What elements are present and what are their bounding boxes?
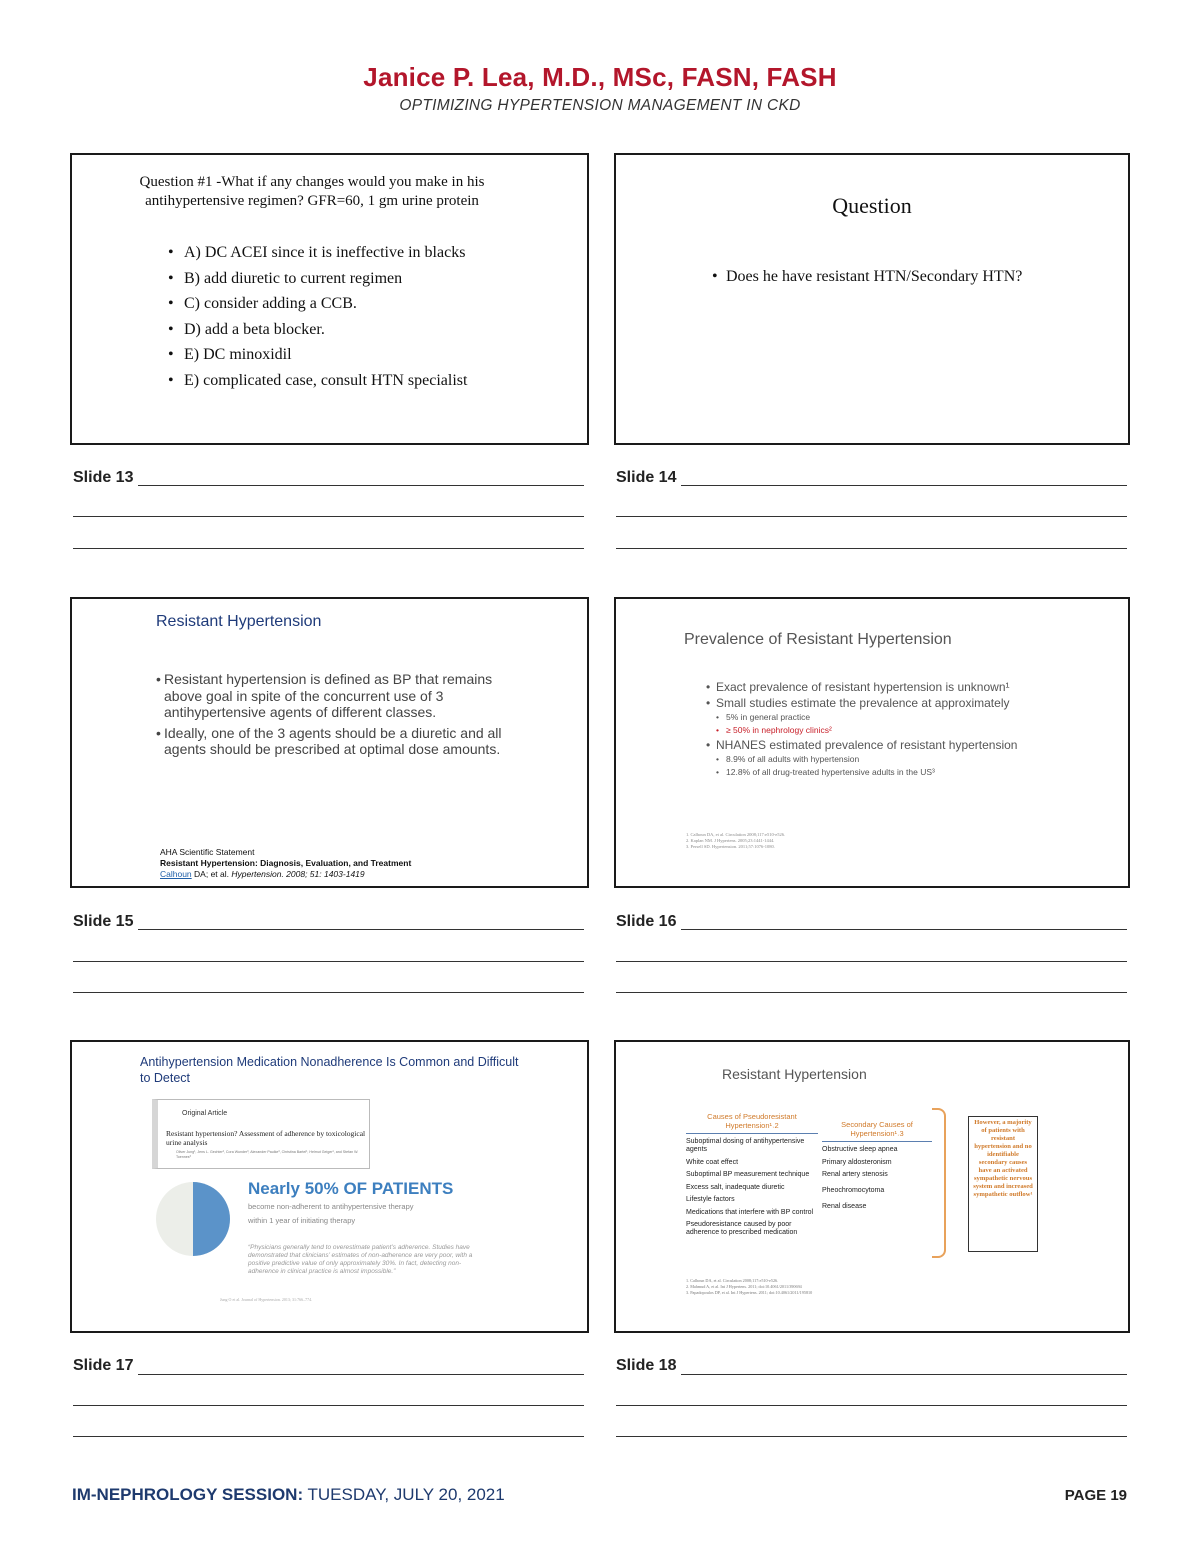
- slide-15-bullet: • Ideally, one of the 3 agents should be a diuretic and all agents should be prescribed at optimal dose amounts.: [156, 725, 506, 758]
- slide-15: [70, 597, 589, 888]
- note-line: [138, 485, 584, 486]
- slide-16-subbullet: • 8.9% of all adults with hypertension: [706, 753, 1066, 766]
- slide-17-sub2: within 1 year of initiating therapy: [248, 1216, 356, 1225]
- slide-18-ref: 1. Calhoun DA, et al. Circulation 2008;117:e510-e526.: [686, 1278, 779, 1283]
- slide-13-option: • D) add a beta blocker.: [168, 320, 568, 339]
- slide-18-pseudoresistant-column: [686, 1112, 818, 1242]
- slide-16-subbullet: • 12.8% of all drug-treated hypertensive adults in the US³: [706, 766, 1066, 779]
- slide-14-label: Slide 14: [616, 469, 677, 486]
- slide-18-col2-item: Obstructive sleep apnea: [822, 1146, 898, 1153]
- header-name: Janice P. Lea, M.D., MSc, FASN, FASH: [363, 62, 837, 92]
- slide-17-quote: “Physicians generally tend to overestimate patient’s adherence. Studies have demonstrated that clinicians’ estimates of non-adherence are very poor, with a positive predictive value of only approximately 30%. In fact, detecting non-adherence in clinical practice is almost impossible.”: [248, 1244, 473, 1275]
- slide-13-option: • A) DC ACEI since it is ineffective in blacks: [168, 243, 568, 262]
- slide-16-label: Slide 16: [616, 913, 677, 930]
- slide-16-bullet: • Exact prevalence of resistant hypertension is unknown¹: [706, 679, 1066, 695]
- slide-18-col1-header: Causes of Pseudoresistant Hypertension¹˒2: [686, 1112, 818, 1134]
- slide-18-col1-item: Pseudoresistance caused by poor adherence to prescribed medication: [686, 1221, 798, 1236]
- slide-18-references: [686, 1278, 812, 1296]
- slide-15-ref-line2: Resistant Hypertension: Diagnosis, Evaluation, and Treatment: [160, 858, 412, 868]
- slide-17: [70, 1040, 589, 1333]
- slide-16-bullet: • Small studies estimate the prevalence at approximately: [706, 695, 1066, 711]
- note-line: [73, 548, 584, 549]
- slide-14-title: Question: [832, 193, 912, 218]
- note-line: [138, 1374, 584, 1375]
- slide-18-col1-item: Suboptimal BP measurement technique: [686, 1171, 810, 1178]
- slide-18-ref: 2. Mahmud A, et al. Int J Hypertens. 2011; doi:10.4061/2011/390694: [686, 1284, 802, 1289]
- note-line: [616, 548, 1127, 549]
- footer-page-number: PAGE 19: [1064, 1487, 1127, 1504]
- slide-18-col2-item: Primary aldosteronism: [822, 1158, 892, 1166]
- footer-session-date: TUESDAY, JULY 20, 2021: [303, 1485, 505, 1504]
- note-line: [616, 961, 1127, 962]
- slide-18-label: Slide 18: [616, 1357, 677, 1374]
- slide-13-question: Question #1 -What if any changes would you make in his antihypertensive regimen? GFR=60, 1 gm urine protein: [139, 174, 485, 209]
- slide-17-sub1: become non-adherent to antihypertensive therapy: [248, 1202, 414, 1211]
- slide-13-option: • C) consider adding a CCB.: [168, 294, 568, 313]
- slide-17-pie-chart: [156, 1182, 230, 1256]
- note-line: [681, 485, 1127, 486]
- slide-13-label: Slide 13: [73, 469, 134, 486]
- slide-16-ref: 2. Kaplan NM. J Hypertens. 2005;23:1441-1444.: [686, 838, 775, 843]
- slide-18-col1-item: Lifestyle factors: [686, 1196, 735, 1203]
- slide-15-ref-journal: Hypertension. 2008; 51: 1403-1419: [231, 869, 365, 879]
- footer-session-label: IM-NEPHROLOGY SESSION:: [72, 1485, 304, 1504]
- slide-18-col1-item: Medications that interfere with BP control: [686, 1208, 814, 1216]
- slide-17-article-card: [152, 1099, 370, 1169]
- slide-18-col2-item: Renal disease: [822, 1203, 867, 1210]
- slide-17-article-tag: Original Article: [182, 1110, 228, 1117]
- note-line: [73, 961, 584, 962]
- note-line: [616, 1436, 1127, 1437]
- slide-14: [614, 153, 1130, 445]
- note-line: [73, 1436, 584, 1437]
- slide-16-bullet: • NHANES estimated prevalence of resistant hypertension: [706, 737, 1066, 753]
- slide-15-bullets: [156, 671, 506, 762]
- slide-16-ref: 1. Calhoun DA, et al. Circulation 2008;117:e510-e526.: [686, 832, 786, 837]
- slide-13-options: [168, 243, 568, 396]
- slide-15-ref-rest: DA; et al.: [191, 869, 232, 879]
- note-line: [616, 516, 1127, 517]
- slide-18-col1-item: Suboptimal dosing of antihypertensive agents: [686, 1138, 805, 1153]
- slide-17-headline: Nearly 50% OF PATIENTS: [248, 1179, 454, 1198]
- note-line: [138, 929, 584, 930]
- slide-17-article-authors: Oliver Jung¹, Jens L. Gechter², Cora Wunder³, Alexander Paulke³, Christina Bartel¹, Helmut Geiger¹, and Stefan W. Toennes³: [176, 1150, 359, 1159]
- slide-16: [614, 597, 1130, 888]
- slide-16-ref: 3. Persell SD. Hypertension. 2011;57:1076-1080.: [686, 844, 775, 849]
- slide-18-secondary-column: [822, 1112, 932, 1216]
- slide-17-pie-slice: [193, 1182, 230, 1256]
- slide-18-ref: 3. Papadopoulos DP, et al. Int J Hypertens. 2011; doi:10.4061/2011/195810: [686, 1290, 813, 1295]
- footer-session: [72, 1485, 505, 1505]
- note-line: [681, 1374, 1127, 1375]
- slide-18: [614, 1040, 1130, 1333]
- slide-15-reference: [160, 847, 411, 880]
- slide-15-label: Slide 15: [73, 913, 134, 930]
- slide-18-callout-box: However, a majority of patients with resistant hypertension and no identifiable secondary causes have an activated sympathetic nervous system and increased sympathetic outflow¹: [968, 1116, 1038, 1252]
- slide-15-bullet: • Resistant hypertension is defined as BP that remains above goal in spite of the concurrent use of 3 antihypertensive agents of different classes.: [156, 671, 506, 721]
- slide-15-title: Resistant Hypertension: [156, 613, 322, 630]
- note-line: [73, 992, 584, 993]
- note-line: [616, 992, 1127, 993]
- note-line: [73, 1405, 584, 1406]
- slide-16-subbullet-highlight: • ≥ 50% in nephrology clinics²: [706, 724, 1066, 737]
- note-line: [681, 929, 1127, 930]
- slide-17-title: Antihypertension Medication Nonadherence Is Common and Difficult to Detect: [140, 1055, 519, 1085]
- slide-15-ref-line3: [160, 869, 411, 880]
- slide-13-option: • B) add diuretic to current regimen: [168, 269, 568, 288]
- slide-14-bullet: • Does he have resistant HTN/Secondary HTN?: [712, 267, 1046, 287]
- slide-17-label: Slide 17: [73, 1357, 134, 1374]
- slide-16-title: Prevalence of Resistant Hypertension: [684, 631, 952, 648]
- slide-16-bullets: [706, 679, 1066, 779]
- note-line: [616, 1405, 1127, 1406]
- slide-16-subbullet: • 5% in general practice: [706, 711, 1066, 724]
- slide-15-ref-line1: AHA Scientific Statement: [160, 847, 255, 857]
- slide-18-title: Resistant Hypertension: [722, 1066, 867, 1082]
- note-line: [73, 516, 584, 517]
- slide-13: [70, 153, 589, 445]
- slide-18-brace: [932, 1108, 946, 1258]
- slide-18-col2-item: Renal artery stenosis: [822, 1171, 888, 1178]
- slide-17-reference: Jung O et al. Journal of Hypertension. 2013; 31:766–774.: [220, 1297, 313, 1302]
- slide-13-option: • E) DC minoxidil: [168, 345, 568, 364]
- slide-18-col1-item: White coat effect: [686, 1158, 739, 1166]
- slide-15-ref-author-link[interactable]: Calhoun: [160, 869, 192, 879]
- slide-17-article-title: Resistant hypertension? Assessment of adherence by toxicological urine analysis: [166, 1129, 366, 1147]
- header-subtitle: OPTIMIZING HYPERTENSION MANAGEMENT IN CKD: [399, 97, 801, 114]
- slide-18-col2-item: Pheochromocytoma: [822, 1187, 885, 1194]
- slide-13-option: • E) complicated case, consult HTN specialist: [168, 371, 568, 390]
- slide-16-references: [686, 832, 785, 850]
- slide-18-col1-item: Excess salt, inadequate diuretic: [686, 1183, 785, 1191]
- slide-18-col2-header: Secondary Causes of Hypertension¹˒3: [822, 1112, 932, 1142]
